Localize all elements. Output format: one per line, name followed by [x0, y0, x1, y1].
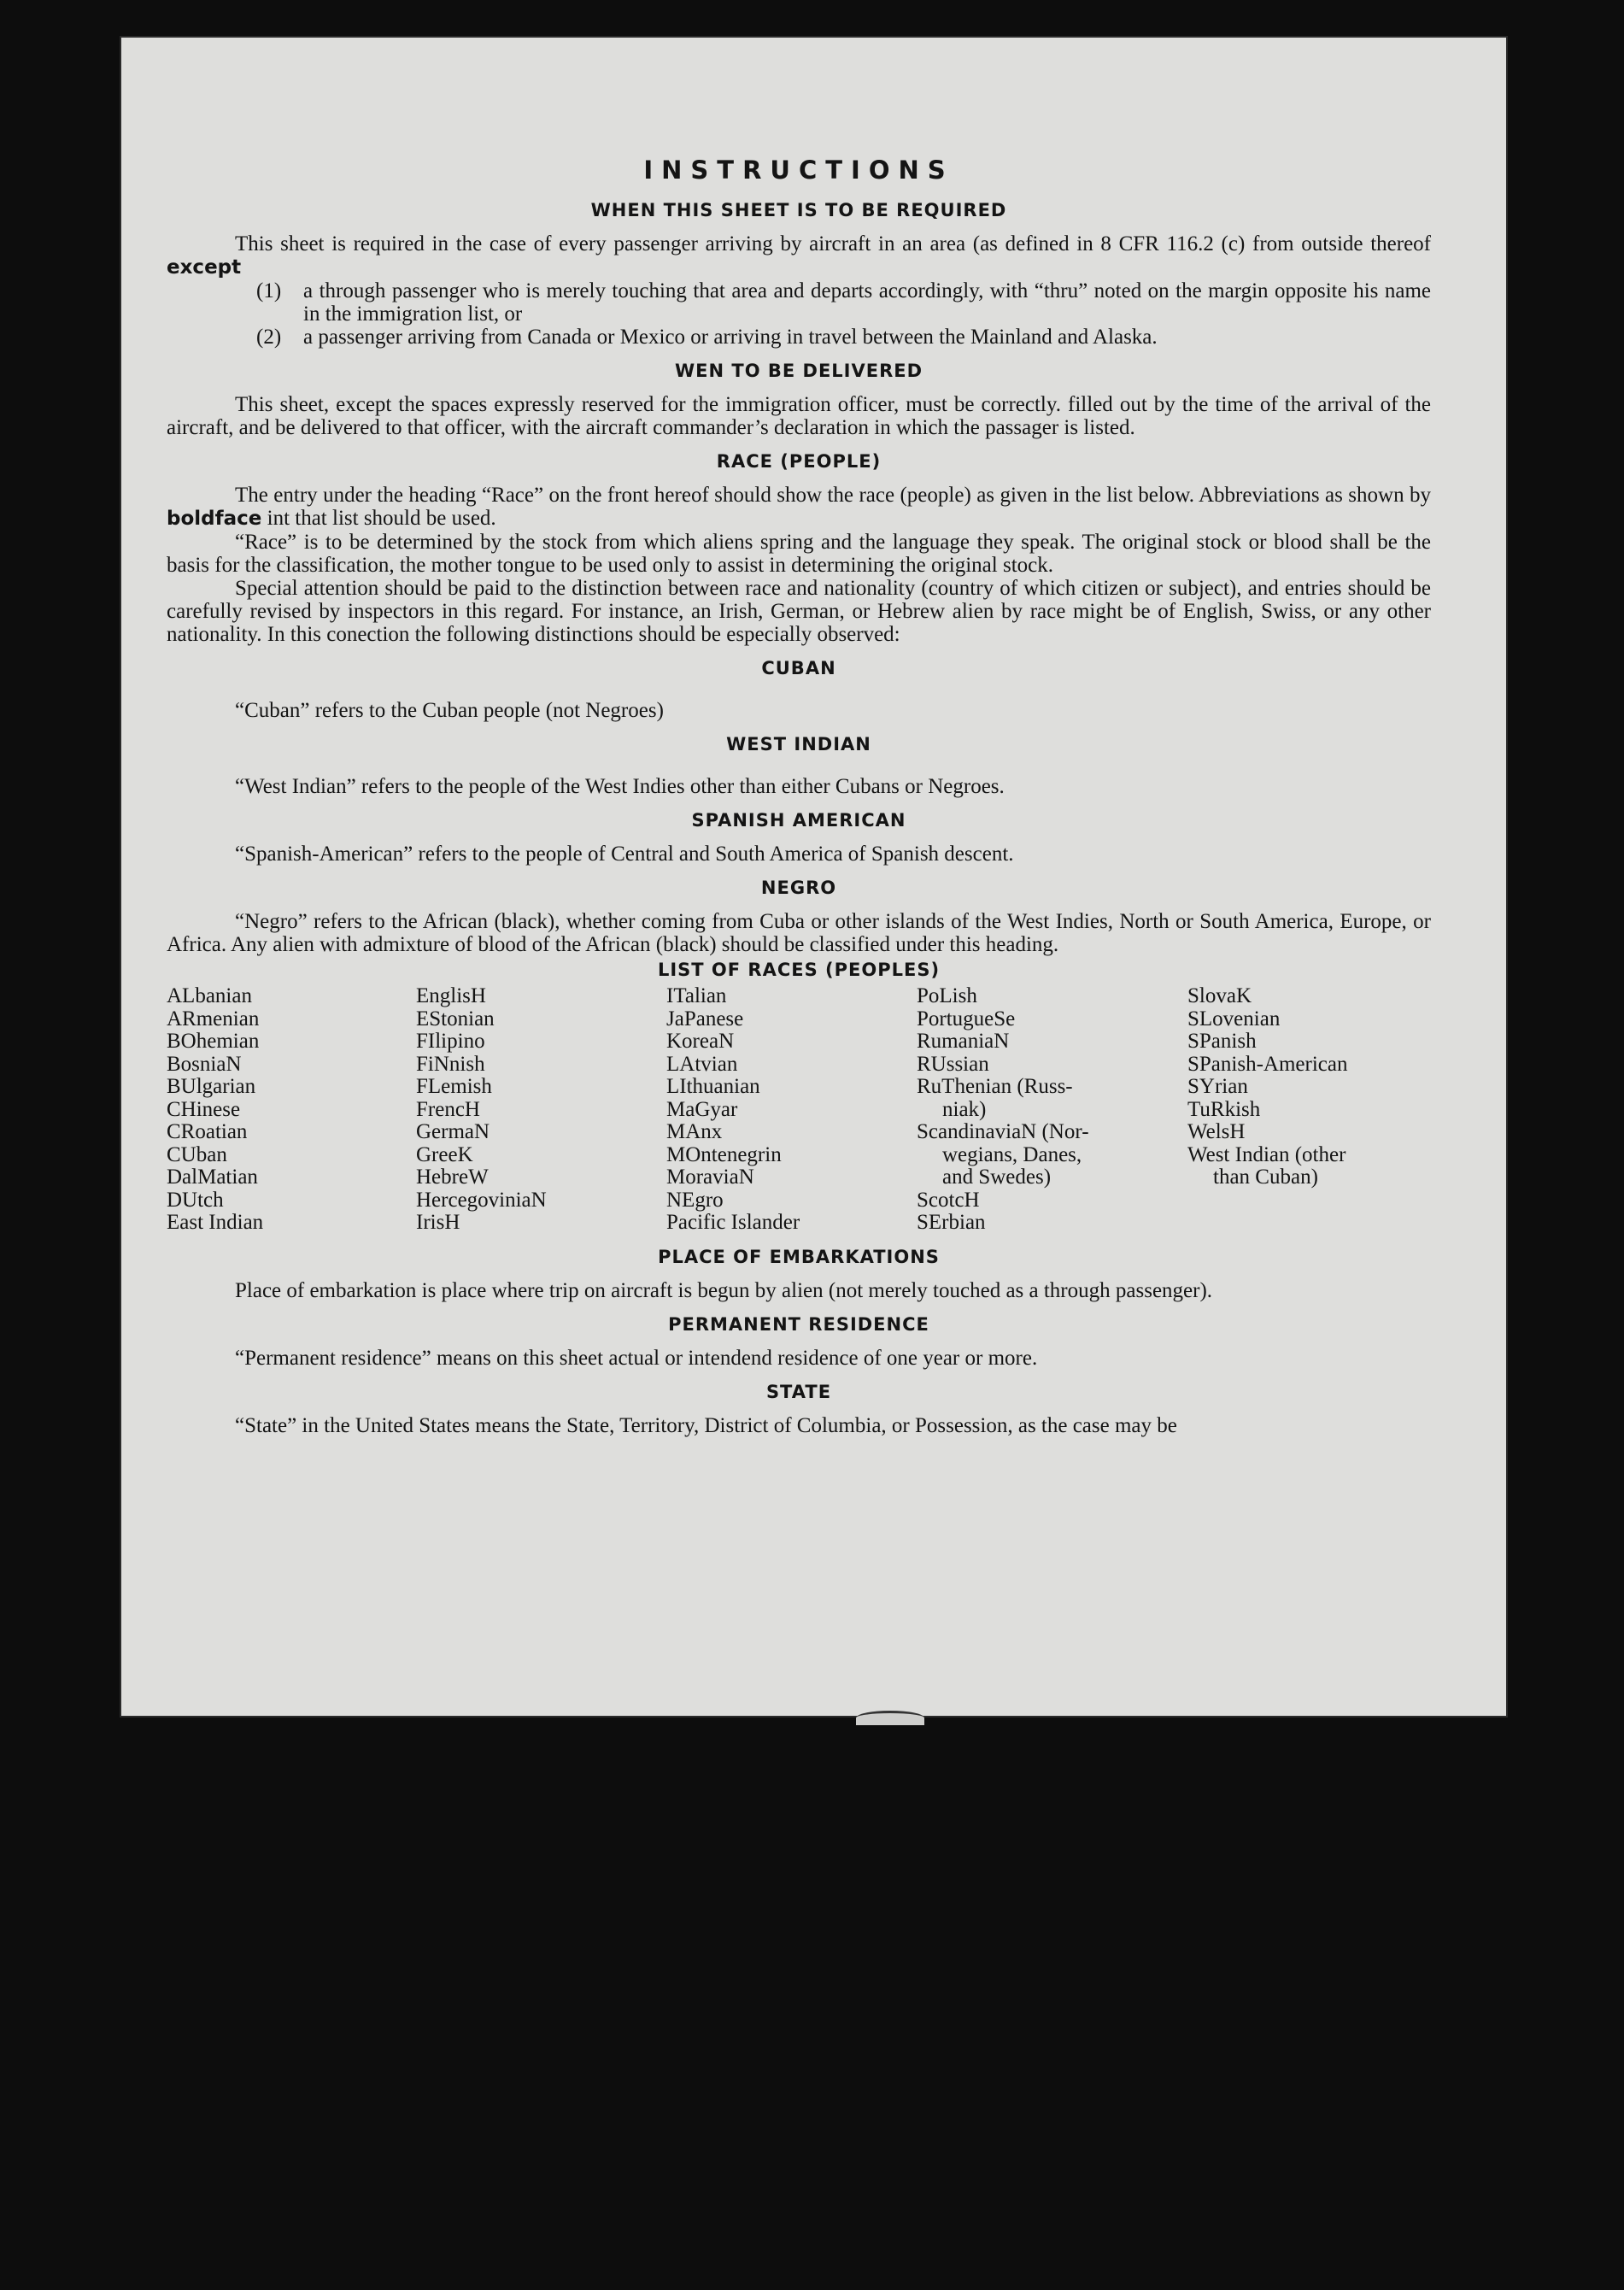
instruction-sheet [120, 36, 1508, 1718]
race-entry: NEgro [666, 1188, 724, 1212]
item-number: (1) [256, 279, 282, 302]
race-entry: ALbanian [167, 984, 252, 1007]
heading-west-indian: WEST INDIAN [726, 734, 871, 755]
race-entry: BUlgarian [167, 1075, 256, 1098]
race-entry: KoreaN [666, 1030, 735, 1053]
race-entry: ScandinaviaN (Nor- [917, 1120, 1089, 1143]
race-entry: HercegoviniaN [416, 1188, 547, 1212]
item-number: (2) [256, 326, 282, 349]
races-column-1 [167, 985, 416, 1235]
heading-race: RACE (PEOPLE) [716, 451, 882, 472]
race-entry: RUssian [917, 1052, 989, 1076]
race-entry: FIlipino [416, 1030, 485, 1053]
delivered-text: This sheet, except the spaces expressly reserved for the immigration officer, must be correctly. filled out by the time of the arrival of the aircraft, and be delivered to that officer, with the aircraft commander’s declaration in which the passager is listed. [167, 393, 1431, 439]
west-indian-text: “West Indian” refers to the people of the West Indies other than either Cubans or Negroes. [235, 775, 1005, 798]
race-entry: PoLish [917, 984, 977, 1007]
race-entry: FLemish [416, 1075, 492, 1098]
item-text: a through passenger who is merely touching that area and departs accordingly, with “thru” noted on the margin opposite his name in the immigration list, or [303, 279, 1431, 326]
race-entry: HebreW [416, 1166, 489, 1189]
heading-cuban: CUBAN [761, 658, 836, 678]
race-entry: West Indian (other [1187, 1142, 1346, 1166]
race-entry: MaGyar [666, 1097, 738, 1121]
race-entry: GermaN [416, 1120, 490, 1143]
heading-state: STATE [765, 1381, 832, 1402]
state-text: “State” in the United States means the State, Territory, District of Columbia, or Possession, as the case may be [235, 1413, 1177, 1437]
race-entry: ScotcH [917, 1188, 980, 1212]
race-entry: MOntenegrin [666, 1142, 782, 1166]
races-column-2 [416, 985, 666, 1235]
intro-bold-except: except [167, 256, 242, 279]
race-entry: CUban [167, 1142, 227, 1166]
race-entry: EStonian [416, 1007, 495, 1030]
race-entry: TuRkish [1187, 1097, 1261, 1121]
races-column-3 [666, 985, 917, 1235]
race-entry: LAtvian [666, 1052, 738, 1076]
race-paragraph-3: Special attention should be paid to the distinction between race and nationality (country of which citizen or subject), and entries should be carefully revised by inspectors in this regard. For instance, an Irish, German, or Hebrew alien by race might be of English, Swiss, or any other nationality. In this conection the following distinctions should be especially observed: [167, 577, 1431, 646]
residence-text: “Permanent residence” means on this sheet actual or intendend residence of one year or more. [235, 1346, 1038, 1370]
race-paragraph-1 [167, 484, 1431, 531]
race-paragraph-2: “Race” is to be determined by the stock from which aliens spring and the language they speak. The original stock or blood shall be the basis for the classification, the mother tongue to be used only to assist in determining the original stock. [167, 531, 1431, 577]
race-entry: ARmenian [167, 1007, 260, 1030]
race-entry: JaPanese [666, 1007, 744, 1030]
race-entry: BOhemian [167, 1030, 260, 1053]
heading-negro: NEGRO [760, 878, 837, 898]
paper-tear [856, 1711, 924, 1725]
race-entry: GreeK [416, 1142, 473, 1166]
when-required-intro [167, 232, 1431, 279]
race-entry: RumaniaN [917, 1030, 1010, 1053]
race-entry: LIthuanian [666, 1075, 760, 1098]
race-entry: MoraviaN [666, 1166, 754, 1189]
race-entry: SErbian [917, 1211, 986, 1234]
race-entry: FiNnish [416, 1052, 485, 1076]
race-entry: SlovaK [1187, 984, 1252, 1007]
spanish-american-text: “Spanish-American” refers to the people of Central and South America of Spanish descent. [235, 843, 1014, 866]
heading-permanent-residence: PERMANENT RESIDENCE [668, 1313, 929, 1335]
item-text: a passenger arriving from Canada or Mexico or arriving in travel between the Mainland and Alaska. [303, 326, 1158, 349]
races-column-4 [917, 985, 1187, 1235]
heading-spanish-american: SPANISH AMERICAN [691, 810, 906, 831]
race-entry: SLovenian [1187, 1007, 1281, 1030]
race-entry: MAnx [666, 1120, 723, 1143]
race-entry: CRoatian [167, 1120, 248, 1143]
race-entry-continued: wegians, Danes, [942, 1142, 1082, 1166]
sheet-content [167, 156, 1431, 1437]
exception-item-1 [167, 279, 1431, 326]
races-table [167, 985, 1431, 1235]
race-entry: DalMatian [167, 1166, 258, 1189]
heading-list-of-races: LIST OF RACES (PEOPLES) [657, 960, 941, 980]
race-entry: BosniaN [167, 1052, 242, 1076]
cuban-text: “Cuban” refers to the Cuban people (not Negroes) [235, 699, 664, 722]
race-entry: SPanish [1187, 1030, 1257, 1053]
race-entry: RuThenian (Russ- [917, 1075, 1073, 1098]
page-title: INSTRUCTIONS [643, 156, 954, 185]
heading-embarkation: PLACE OF EMBARKATIONS [658, 1246, 940, 1267]
race-entry: EnglisH [416, 984, 486, 1007]
race-entry: IrisH [416, 1211, 460, 1234]
race-p1-bold: boldface [167, 508, 262, 530]
intro-text: This sheet is required in the case of every passenger arriving by aircraft in an area (as defined in 8 CFR 116.2 (c) from outside thereof [235, 232, 1431, 255]
race-entry-continued: than Cuban) [1213, 1166, 1318, 1189]
races-column-5 [1187, 985, 1427, 1235]
race-entry: FrencH [416, 1097, 480, 1121]
race-entry: DUtch [167, 1188, 224, 1212]
race-entry: CHinese [167, 1097, 241, 1121]
race-entry-continued: niak) [942, 1097, 987, 1121]
race-entry: PortugueSe [917, 1007, 1016, 1030]
race-entry: Pacific Islander [666, 1211, 800, 1234]
embarkation-text: Place of embarkation is place where trip on aircraft is begun by alien (not merely touched as a through passenger). [235, 1278, 1213, 1302]
heading-delivered: WEN TO BE DELIVERED [674, 361, 923, 381]
exception-item-2 [167, 326, 1431, 349]
race-entry: SPanish-American [1187, 1052, 1348, 1076]
race-p1-b: int that list should be used. [267, 507, 496, 530]
race-entry: SYrian [1187, 1075, 1248, 1098]
race-entry: WelsH [1187, 1120, 1246, 1143]
heading-when-required: WHEN THIS SHEET IS TO BE REQUIRED [590, 200, 1007, 220]
negro-text: “Negro” refers to the African (black), whether coming from Cuba or other islands of the West Indies, North or South America, Europe, or Africa. Any alien with admixture of blood of the African (black) should be classified under this heading. [167, 910, 1431, 956]
race-entry: East Indian [167, 1211, 264, 1234]
race-entry: ITalian [666, 984, 727, 1007]
race-p1-a: The entry under the heading “Race” on the front hereof should show the race (people) as given in the list below. Abbreviations as shown by [235, 484, 1431, 507]
race-entry-continued: and Swedes) [942, 1166, 1052, 1189]
